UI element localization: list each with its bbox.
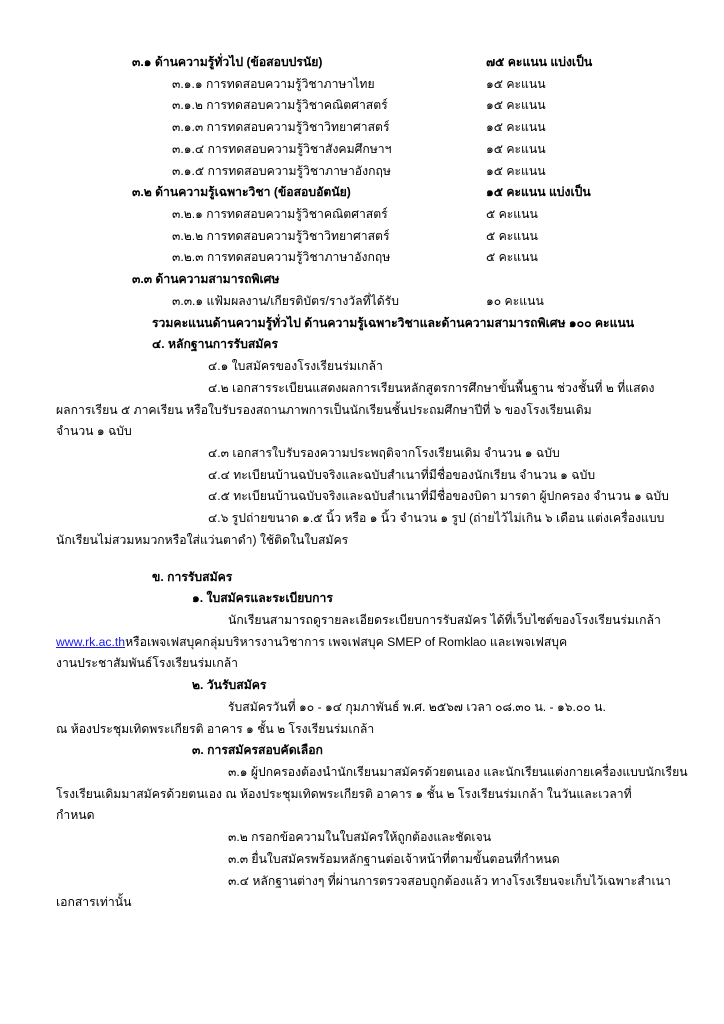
item-score: ๑๕ คะแนน (486, 120, 546, 135)
item-score: ๑๐ คะแนน (486, 293, 544, 308)
paragraph: โรงเรียนเดิมมาสมัครด้วยตนเอง ณ ห้องประชุมเทิดพระเกียรติ อาคาร ๑ ชั้น ๒ โรงเรียนร่มเกล้า ในวันและเวลาที่ (56, 786, 632, 801)
item-label: ๓.๑.๔ การทดสอบความรู้วิชาสังคมศึกษาฯ (172, 141, 392, 156)
list-item: ๔.๒ เอกสารระเบียนแสดงผลการเรียนหลักสูตรการศึกษาขั้นพื้นฐาน ช่วงชั้นที่ ๒ ที่แสดง (208, 380, 655, 395)
item-score: ๕ คะแนน (486, 228, 538, 243)
list-item-continuation: ผลการเรียน ๕ ภาคเรียน หรือใบรับรองสถานภาพการเป็นนักเรียนชั้นประถมศึกษาปีที่ ๖ ของโรงเรียนเดิม (56, 402, 592, 417)
list-item (56, 247, 668, 269)
item-label: ๓.๒.๓ การทดสอบความรู้วิชาภาษาอังกฤษ (172, 250, 391, 265)
item-score: ๑๕ คะแนน (486, 76, 546, 91)
section-3-2-heading (56, 182, 668, 204)
list-item: ๔.๕ ทะเบียนบ้านฉบับจริงและฉบับสำเนาที่มีชื่อของบิดา มารดา ผู้ปกครอง จำนวน ๑ ฉบับ (208, 489, 669, 504)
document-body (56, 52, 688, 914)
section-3-1-heading (56, 52, 668, 74)
item-score: ๑๕ คะแนน (486, 163, 546, 178)
section-3-3-heading (56, 269, 668, 291)
item-label: ๓.๓.๑ แฟ้มผลงาน/เกียรติบัตร/รางวัลที่ได้รับ (172, 293, 399, 308)
list-item-continuation: นักเรียนไม่สวมหมวกหรือใส่แว่นตาดำ) ใช้ติดในใบสมัคร (56, 532, 349, 547)
item-label: ๓.๑.๕ การทดสอบความรู้วิชาภาษาอังกฤษ (172, 163, 391, 178)
item-score: ๑๕ คะแนน (486, 98, 546, 113)
item-label: ๓.๒.๒ การทดสอบความรู้วิชาวิทยาศาสตร์ (172, 228, 390, 243)
item-label: ๓.๒.๑ การทดสอบความรู้วิชาคณิตศาสตร์ (172, 207, 388, 222)
section-4-heading: ๔. หลักฐานการรับสมัคร (152, 337, 278, 352)
summary-line: รวมคะแนนด้านความรู้ทั่วไป ด้านความรู้เฉพาะวิชาและด้านความสามารถพิเศษ ๑๐๐ คะแนน (152, 315, 635, 330)
list-item (56, 95, 668, 117)
paragraph: งานประชาสัมพันธ์โรงเรียนร่มเกล้า (56, 656, 239, 671)
paragraph: ๓.๔ หลักฐานต่างๆ ที่ผ่านการตรวจสอบถูกต้องแล้ว ทางโรงเรียนจะเก็บไว้เฉพาะสำเนา (228, 873, 671, 888)
paragraph: ๓.๑ ผู้ปกครองต้องนำนักเรียนมาสมัครด้วยตนเอง และนักเรียนแต่งกายเครื่องแบบนักเรียน (228, 765, 688, 779)
item-score: ๑๕ คะแนน (486, 141, 546, 156)
item-label: ๓.๑.๓ การทดสอบความรู้วิชาวิทยาศาสตร์ (172, 120, 390, 135)
list-item (56, 74, 668, 96)
list-item (56, 139, 668, 161)
list-item: ๔.๓ เอกสารใบรับรองความประพฤติจากโรงเรียนเดิม จำนวน ๑ ฉบับ (208, 445, 560, 460)
paragraph-text: หรือเพจเฟสบุคกลุ่มบริหารงานวิชาการ เพจเฟสบุค SMEP of Romklao และเพจเฟสบุค (125, 634, 568, 649)
list-item-continuation: จำนวน ๑ ฉบับ (56, 424, 132, 439)
spacer (56, 552, 668, 567)
list-item (56, 226, 668, 248)
paragraph: รับสมัครวันที่ ๑๐ - ๑๔ กุมภาพันธ์ พ.ศ. ๒๕๖๗ เวลา ๐๘.๓๐ น. - ๑๖.๐๐ น. (228, 699, 606, 714)
paragraph: ๓.๒ กรอกข้อความในใบสมัครให้ถูกต้องและชัดเจน (228, 830, 492, 845)
list-item (56, 117, 668, 139)
item-label: ๓.๑.๑ การทดสอบความรู้วิชาภาษาไทย (172, 76, 375, 91)
section-3-3-label: ๓.๓ ด้านความสามารถพิเศษ (132, 272, 280, 287)
paragraph: ณ ห้องประชุมเทิดพระเกียรติ อาคาร ๑ ชั้น ๒ โรงเรียนร่มเกล้า (56, 721, 375, 736)
part-b-item-3-heading: ๓. การสมัครสอบคัดเลือก (192, 743, 323, 758)
item-score: ๕ คะแนน (486, 250, 538, 265)
paragraph: กำหนด (56, 808, 95, 823)
item-label: ๓.๑.๒ การทดสอบความรู้วิชาคณิตศาสตร์ (172, 98, 388, 113)
list-item (56, 204, 668, 226)
school-website-link[interactable]: www.rk.ac.th (56, 634, 126, 649)
paragraph: นักเรียนสามารถดูรายละเอียดระเบียบการรับสมัคร ได้ที่เว็บไซต์ของโรงเรียนร่มเกล้า (228, 612, 661, 627)
section-3-2-label: ๓.๒ ด้านความรู้เฉพาะวิชา (ข้อสอบอัตนัย) (132, 185, 351, 200)
part-b-heading: ข. การรับสมัคร (152, 569, 233, 584)
section-3-1-label: ๓.๑ ด้านความรู้ทั่วไป (ข้อสอบปรนัย) (132, 55, 323, 69)
section-3-2-score: ๑๕ คะแนน แบ่งเป็น (486, 185, 591, 200)
section-3-1-score: ๗๕ คะแนน แบ่งเป็น (486, 55, 593, 69)
paragraph: ๓.๓ ยื่นใบสมัครพร้อมหลักฐานต่อเจ้าหน้าที่ตามขั้นตอนที่กำหนด (228, 851, 560, 866)
part-b-item-1-heading: ๑. ใบสมัครและระเบียบการ (192, 591, 333, 606)
paragraph: เอกสารเท่านั้น (56, 895, 132, 910)
list-item (56, 291, 668, 313)
list-item: ๔.๖ รูปถ่ายขนาด ๑.๕ นิ้ว หรือ ๑ นิ้ว จำนวน ๑ รูป (ถ่ายไว้ไม่เกิน ๖ เดือน แต่งเครื่องแบบ (208, 511, 665, 526)
list-item: ๔.๑ ใบสมัครของโรงเรียนร่มเกล้า (208, 359, 383, 374)
list-item (56, 161, 668, 183)
list-item: ๔.๔ ทะเบียนบ้านฉบับจริงและฉบับสำเนาที่มีชื่อของนักเรียน จำนวน ๑ ฉบับ (208, 467, 596, 482)
item-score: ๕ คะแนน (486, 207, 538, 222)
paragraph-with-link (56, 632, 668, 654)
part-b-item-2-heading: ๒. วันรับสมัคร (192, 678, 267, 693)
